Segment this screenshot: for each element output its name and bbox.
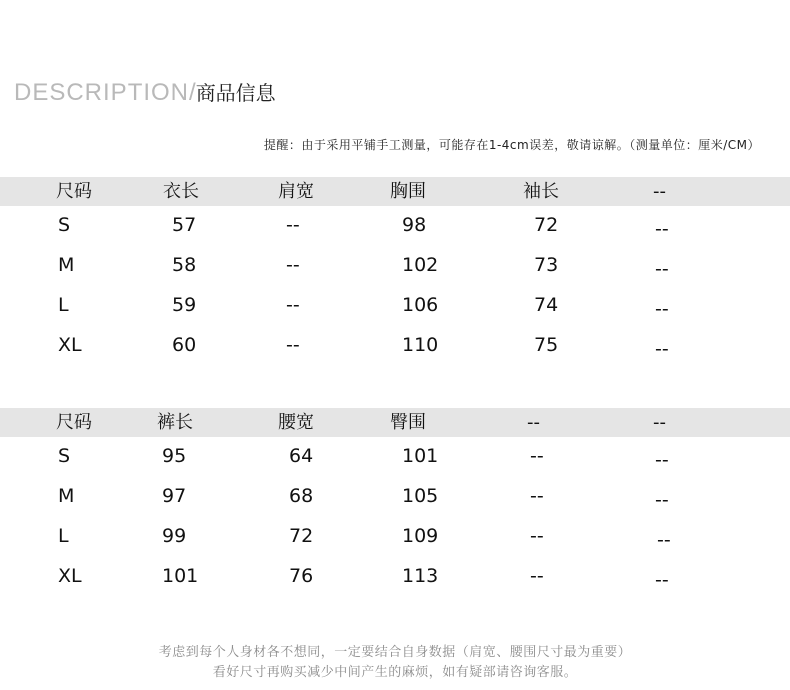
value-cell: 110 xyxy=(402,334,439,356)
value-cell: -- xyxy=(530,565,544,587)
header-cell: 裤长 xyxy=(157,412,193,433)
value-cell: -- xyxy=(286,294,300,316)
size-cell: M xyxy=(58,485,75,507)
value-cell: -- xyxy=(530,485,544,507)
value-cell: 97 xyxy=(162,485,187,507)
header-cell: 袖长 xyxy=(523,181,559,202)
value-cell: 98 xyxy=(402,214,427,236)
value-cell: 106 xyxy=(402,294,439,316)
title-separator: / xyxy=(189,79,196,106)
value-cell: 101 xyxy=(402,445,439,467)
bottom-size-table xyxy=(0,408,790,599)
size-cell: L xyxy=(58,294,69,316)
table-header-row xyxy=(0,408,790,437)
size-cell: S xyxy=(58,214,71,236)
value-cell: -- xyxy=(655,218,669,240)
value-cell: -- xyxy=(286,214,300,236)
table-row xyxy=(0,208,790,248)
value-cell: 113 xyxy=(402,565,439,587)
size-cell: S xyxy=(58,445,71,467)
title-chinese: 商品信息 xyxy=(195,81,276,105)
value-cell: 101 xyxy=(162,565,199,587)
header-cell: 衣长 xyxy=(163,181,199,202)
value-cell: -- xyxy=(655,489,669,511)
table-row xyxy=(0,248,790,288)
table-row xyxy=(0,439,790,479)
value-cell: -- xyxy=(655,298,669,320)
value-cell: 95 xyxy=(162,445,187,467)
header-cell: 胸围 xyxy=(390,181,426,202)
value-cell: -- xyxy=(655,569,669,591)
value-cell: -- xyxy=(657,529,671,551)
value-cell: -- xyxy=(530,445,544,467)
table-header-row xyxy=(0,177,790,206)
value-cell: -- xyxy=(655,338,669,360)
header-cell: -- xyxy=(653,412,666,433)
header-cell: 尺码 xyxy=(56,412,92,433)
header-cell: 臀围 xyxy=(390,412,426,433)
table-row xyxy=(0,328,790,368)
table-row xyxy=(0,479,790,519)
header-cell: 腰宽 xyxy=(278,412,314,433)
size-cell: XL xyxy=(58,334,82,356)
footer-note-line-1: 考虑到每个人身材各不想同，一定要结合自身数据（肩宽、腰围尺寸最为重要） xyxy=(158,645,632,660)
value-cell: 72 xyxy=(534,214,559,236)
value-cell: 109 xyxy=(402,525,439,547)
value-cell: 105 xyxy=(402,485,439,507)
value-cell: 73 xyxy=(534,254,559,276)
value-cell: 72 xyxy=(289,525,314,547)
value-cell: 59 xyxy=(172,294,197,316)
top-size-table xyxy=(0,177,790,368)
value-cell: -- xyxy=(655,258,669,280)
value-cell: 58 xyxy=(172,254,197,276)
value-cell: -- xyxy=(655,449,669,471)
page-title xyxy=(14,78,276,108)
table-row xyxy=(0,519,790,559)
value-cell: 68 xyxy=(289,485,314,507)
footer-note-line-2: 看好尺寸再购买减少中间产生的麻烦，如有疑部请咨询客服。 xyxy=(212,665,578,680)
value-cell: 74 xyxy=(534,294,559,316)
title-english: DESCRIPTION xyxy=(14,79,190,106)
value-cell: -- xyxy=(530,525,544,547)
value-cell: 57 xyxy=(172,214,197,236)
value-cell: 64 xyxy=(289,445,314,467)
header-cell: -- xyxy=(653,181,666,202)
header-cell: -- xyxy=(527,412,540,433)
header-cell: 肩宽 xyxy=(278,181,314,202)
value-cell: 76 xyxy=(289,565,314,587)
table-row xyxy=(0,559,790,599)
value-cell: 102 xyxy=(402,254,439,276)
value-cell: -- xyxy=(286,254,300,276)
measurement-note: 提醒：由于采用平铺手工测量，可能存在1-4cm误差，敬请谅解。（测量单位：厘米/CM） xyxy=(263,138,760,152)
value-cell: 75 xyxy=(534,334,559,356)
size-cell: XL xyxy=(58,565,82,587)
size-cell: L xyxy=(58,525,69,547)
header-cell: 尺码 xyxy=(56,181,92,202)
size-cell: M xyxy=(58,254,75,276)
value-cell: 60 xyxy=(172,334,197,356)
value-cell: 99 xyxy=(162,525,187,547)
table-row xyxy=(0,288,790,328)
value-cell: -- xyxy=(286,334,300,356)
